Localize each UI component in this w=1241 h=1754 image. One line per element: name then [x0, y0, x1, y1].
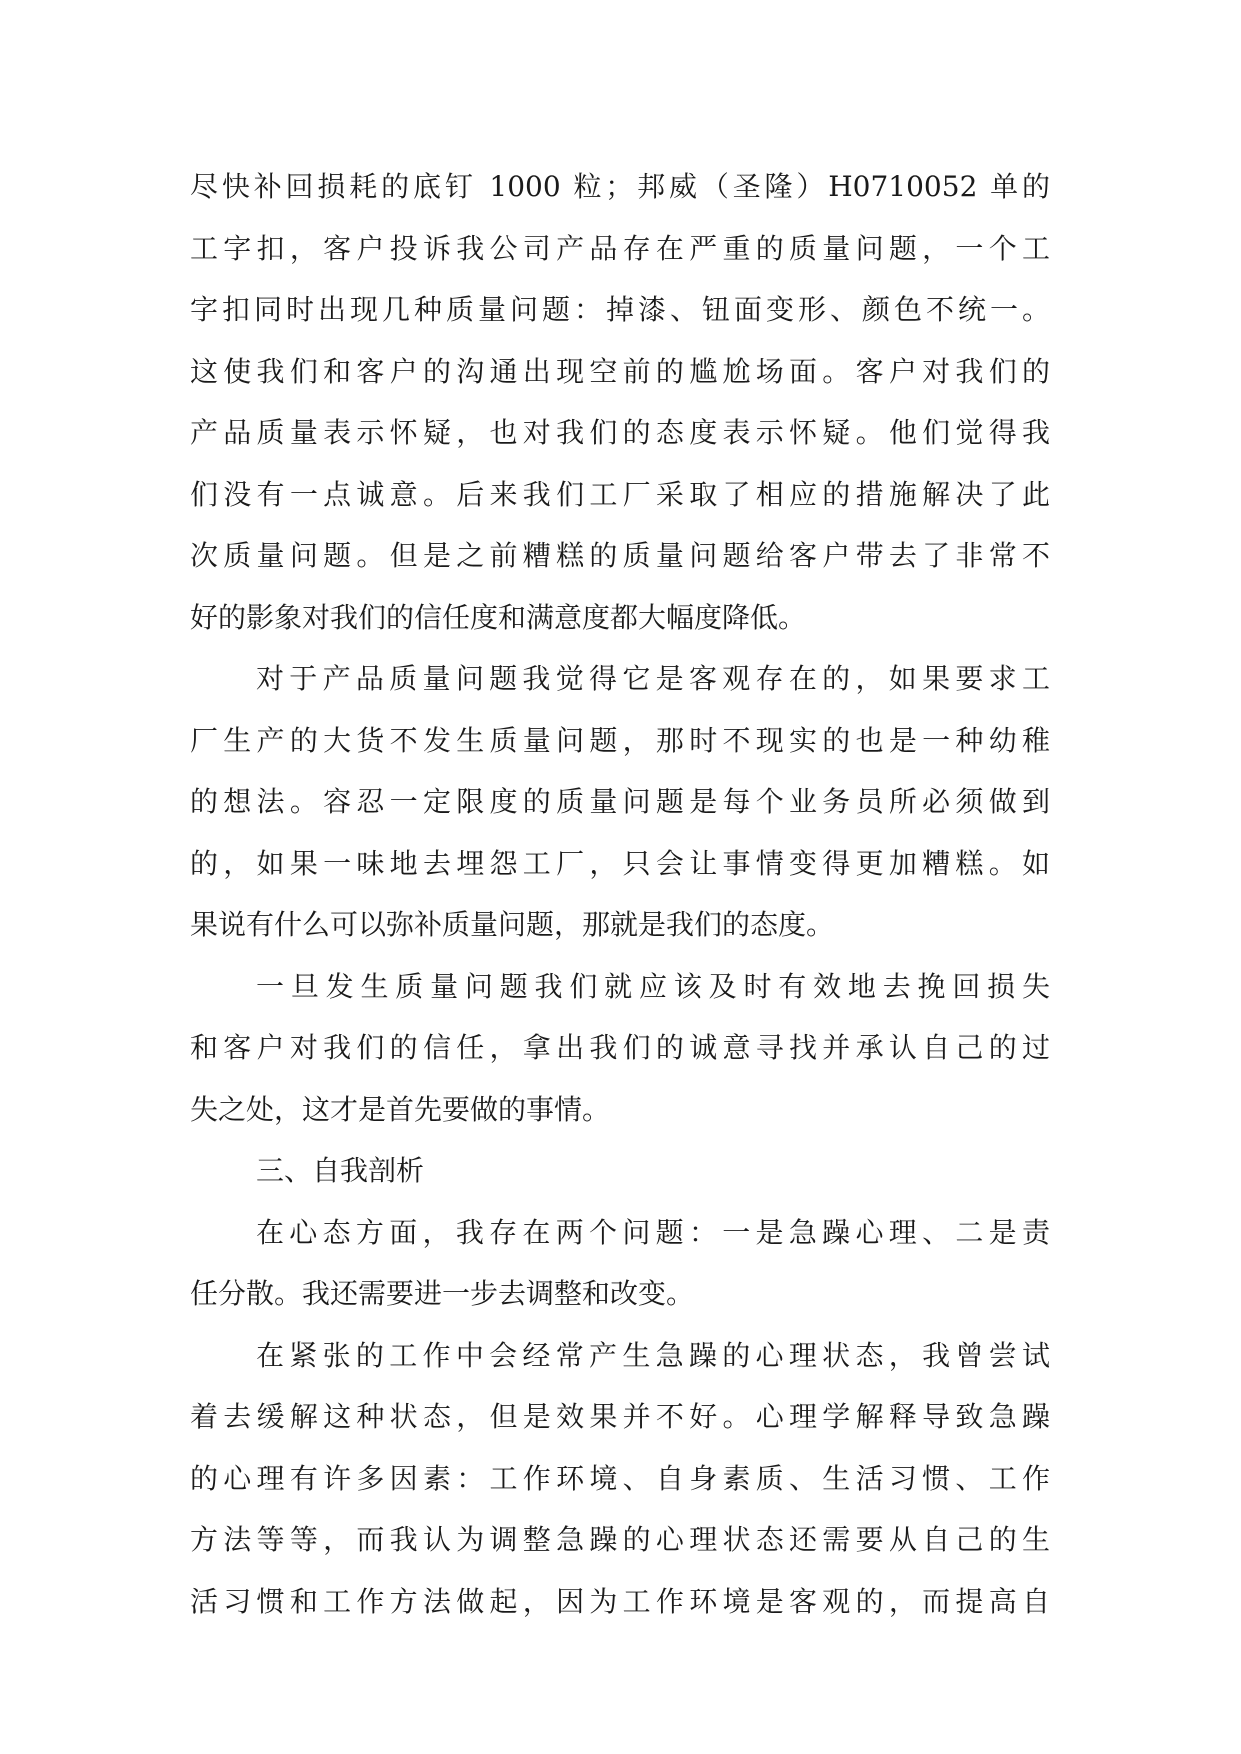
- document-body: [190, 156, 1050, 1632]
- text-line: 字扣同时出现几种质量问题：掉漆、钮面变形、颜色不统一。: [190, 293, 1050, 326]
- text-line: 方法等等，而我认为调整急躁的心理状态还需要从自己的生: [190, 1523, 1050, 1556]
- text-line: 的想法。容忍一定限度的质量问题是每个业务员所必须做到: [190, 785, 1050, 818]
- text-line: 果说有什么可以弥补质量问题，那就是我们的态度。: [190, 908, 835, 941]
- text-line: 这使我们和客户的沟通出现空前的尴尬场面。客户对我们的: [190, 354, 1050, 388]
- text-line: 工字扣，客户投诉我公司产品存在严重的质量问题，一个工: [190, 231, 1050, 265]
- text-line: 的心理有许多因素：工作环境、自身素质、生活习惯、工作: [190, 1461, 1050, 1495]
- paragraph-first-line: 在心态方面，我存在两个问题：一是急躁心理、二是责: [256, 1215, 1050, 1249]
- paragraph-first-line: 一旦发生质量问题我们就应该及时有效地去挽回损失: [256, 969, 1050, 1003]
- text-line: 活习惯和工作方法做起，因为工作环境是客观的，而提高自: [190, 1584, 1050, 1618]
- paragraph-first-line: 对于产品质量问题我觉得它是客观存在的，如果要求工: [256, 662, 1050, 695]
- text-line: 的，如果一味地去埋怨工厂，只会让事情变得更加糟糕。如: [190, 846, 1050, 880]
- text-line: 着去缓解这种状态，但是效果并不好。心理学解释导致急躁: [190, 1400, 1050, 1433]
- text-line: 们没有一点诚意。后来我们工厂采取了相应的措施解决了此: [190, 477, 1050, 511]
- text-line: 厂生产的大货不发生质量问题，那时不现实的也是一种幼稚: [190, 723, 1050, 757]
- text-line: 任分散。我还需要进一步去调整和改变。: [190, 1277, 695, 1310]
- text-line: 尽快补回损耗的底钉 1000 粒；邦威（圣隆）H0710052 单的: [190, 170, 1050, 203]
- text-line: 产品质量表示怀疑，也对我们的态度表示怀疑。他们觉得我: [190, 416, 1050, 449]
- text-line: 和客户对我们的信任，拿出我们的诚意寻找并承认自己的过: [190, 1031, 1050, 1064]
- text-line: 次质量问题。但是之前糟糕的质量问题给客户带去了非常不: [190, 539, 1050, 572]
- text-line: 好的影象对我们的信任度和满意度都大幅度降低。: [190, 600, 807, 634]
- paragraph-first-line: 在紧张的工作中会经常产生急躁的心理状态，我曾尝试: [256, 1338, 1050, 1372]
- text-line: 失之处，这才是首先要做的事情。: [190, 1092, 611, 1126]
- section-heading: 三、自我剖析: [256, 1154, 425, 1187]
